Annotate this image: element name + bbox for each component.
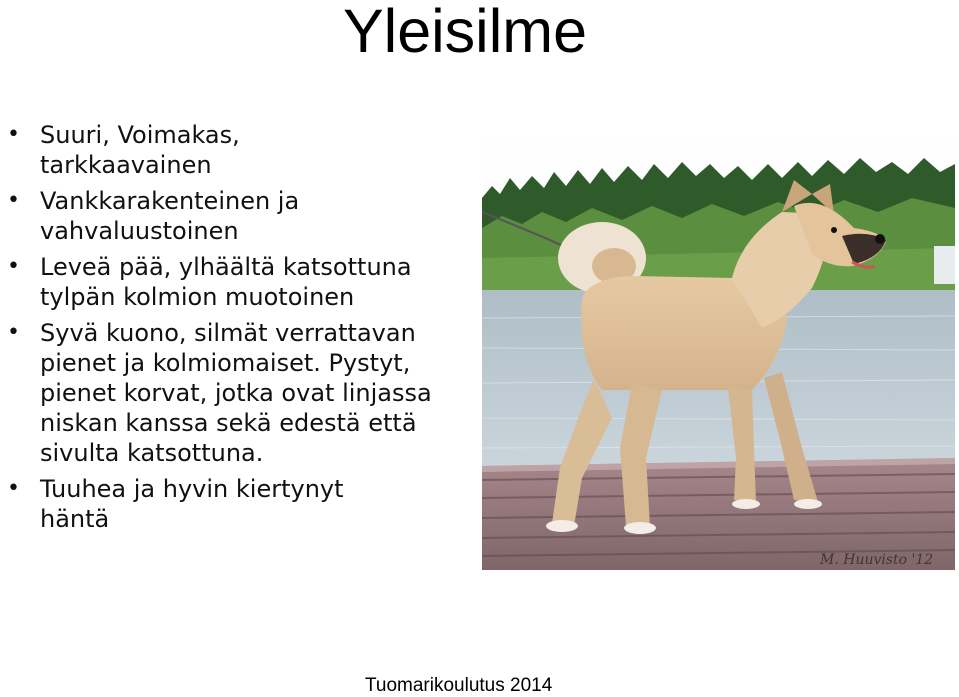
photo-watermark: M. Huuvisto '12 <box>820 552 934 568</box>
bullet-dot-icon: • <box>7 188 20 213</box>
bullet-text: Syvä kuono, silmät verrattavan pienet ja kolmiomaiset. Pystyt, pienet korvat, jotka ovat linjassa niskan kanssa sekä edestä että sivulta katsottuna. <box>40 319 432 467</box>
bullet-dot-icon: • <box>7 254 20 279</box>
bullet-item <box>0 186 470 246</box>
akita-dog-photo-illustration <box>482 128 955 570</box>
bullet-item <box>0 252 470 312</box>
bullet-dot-icon: • <box>7 122 20 147</box>
bullet-text: Suuri, Voimakas, tarkkaavainen <box>40 121 240 179</box>
slide-footer: Tuomarikoulutus 2014 <box>365 675 553 696</box>
bullet-dot-icon: • <box>7 320 20 345</box>
bullet-dot-icon: • <box>7 476 20 501</box>
bullet-text: Tuuhea ja hyvin kiertynyt häntä <box>40 475 344 533</box>
dog-photo <box>482 128 955 570</box>
bullet-item <box>0 474 470 534</box>
bullet-text: Leveä pää, ylhäältä katsottuna tylpän kolmion muotoinen <box>40 253 412 311</box>
bullet-text: Vankkarakenteinen ja vahvaluustoinen <box>40 187 300 245</box>
bullet-list <box>0 120 470 540</box>
slide-title: Yleisilme <box>342 0 588 65</box>
bullet-item <box>0 120 470 180</box>
bullet-item <box>0 318 470 468</box>
